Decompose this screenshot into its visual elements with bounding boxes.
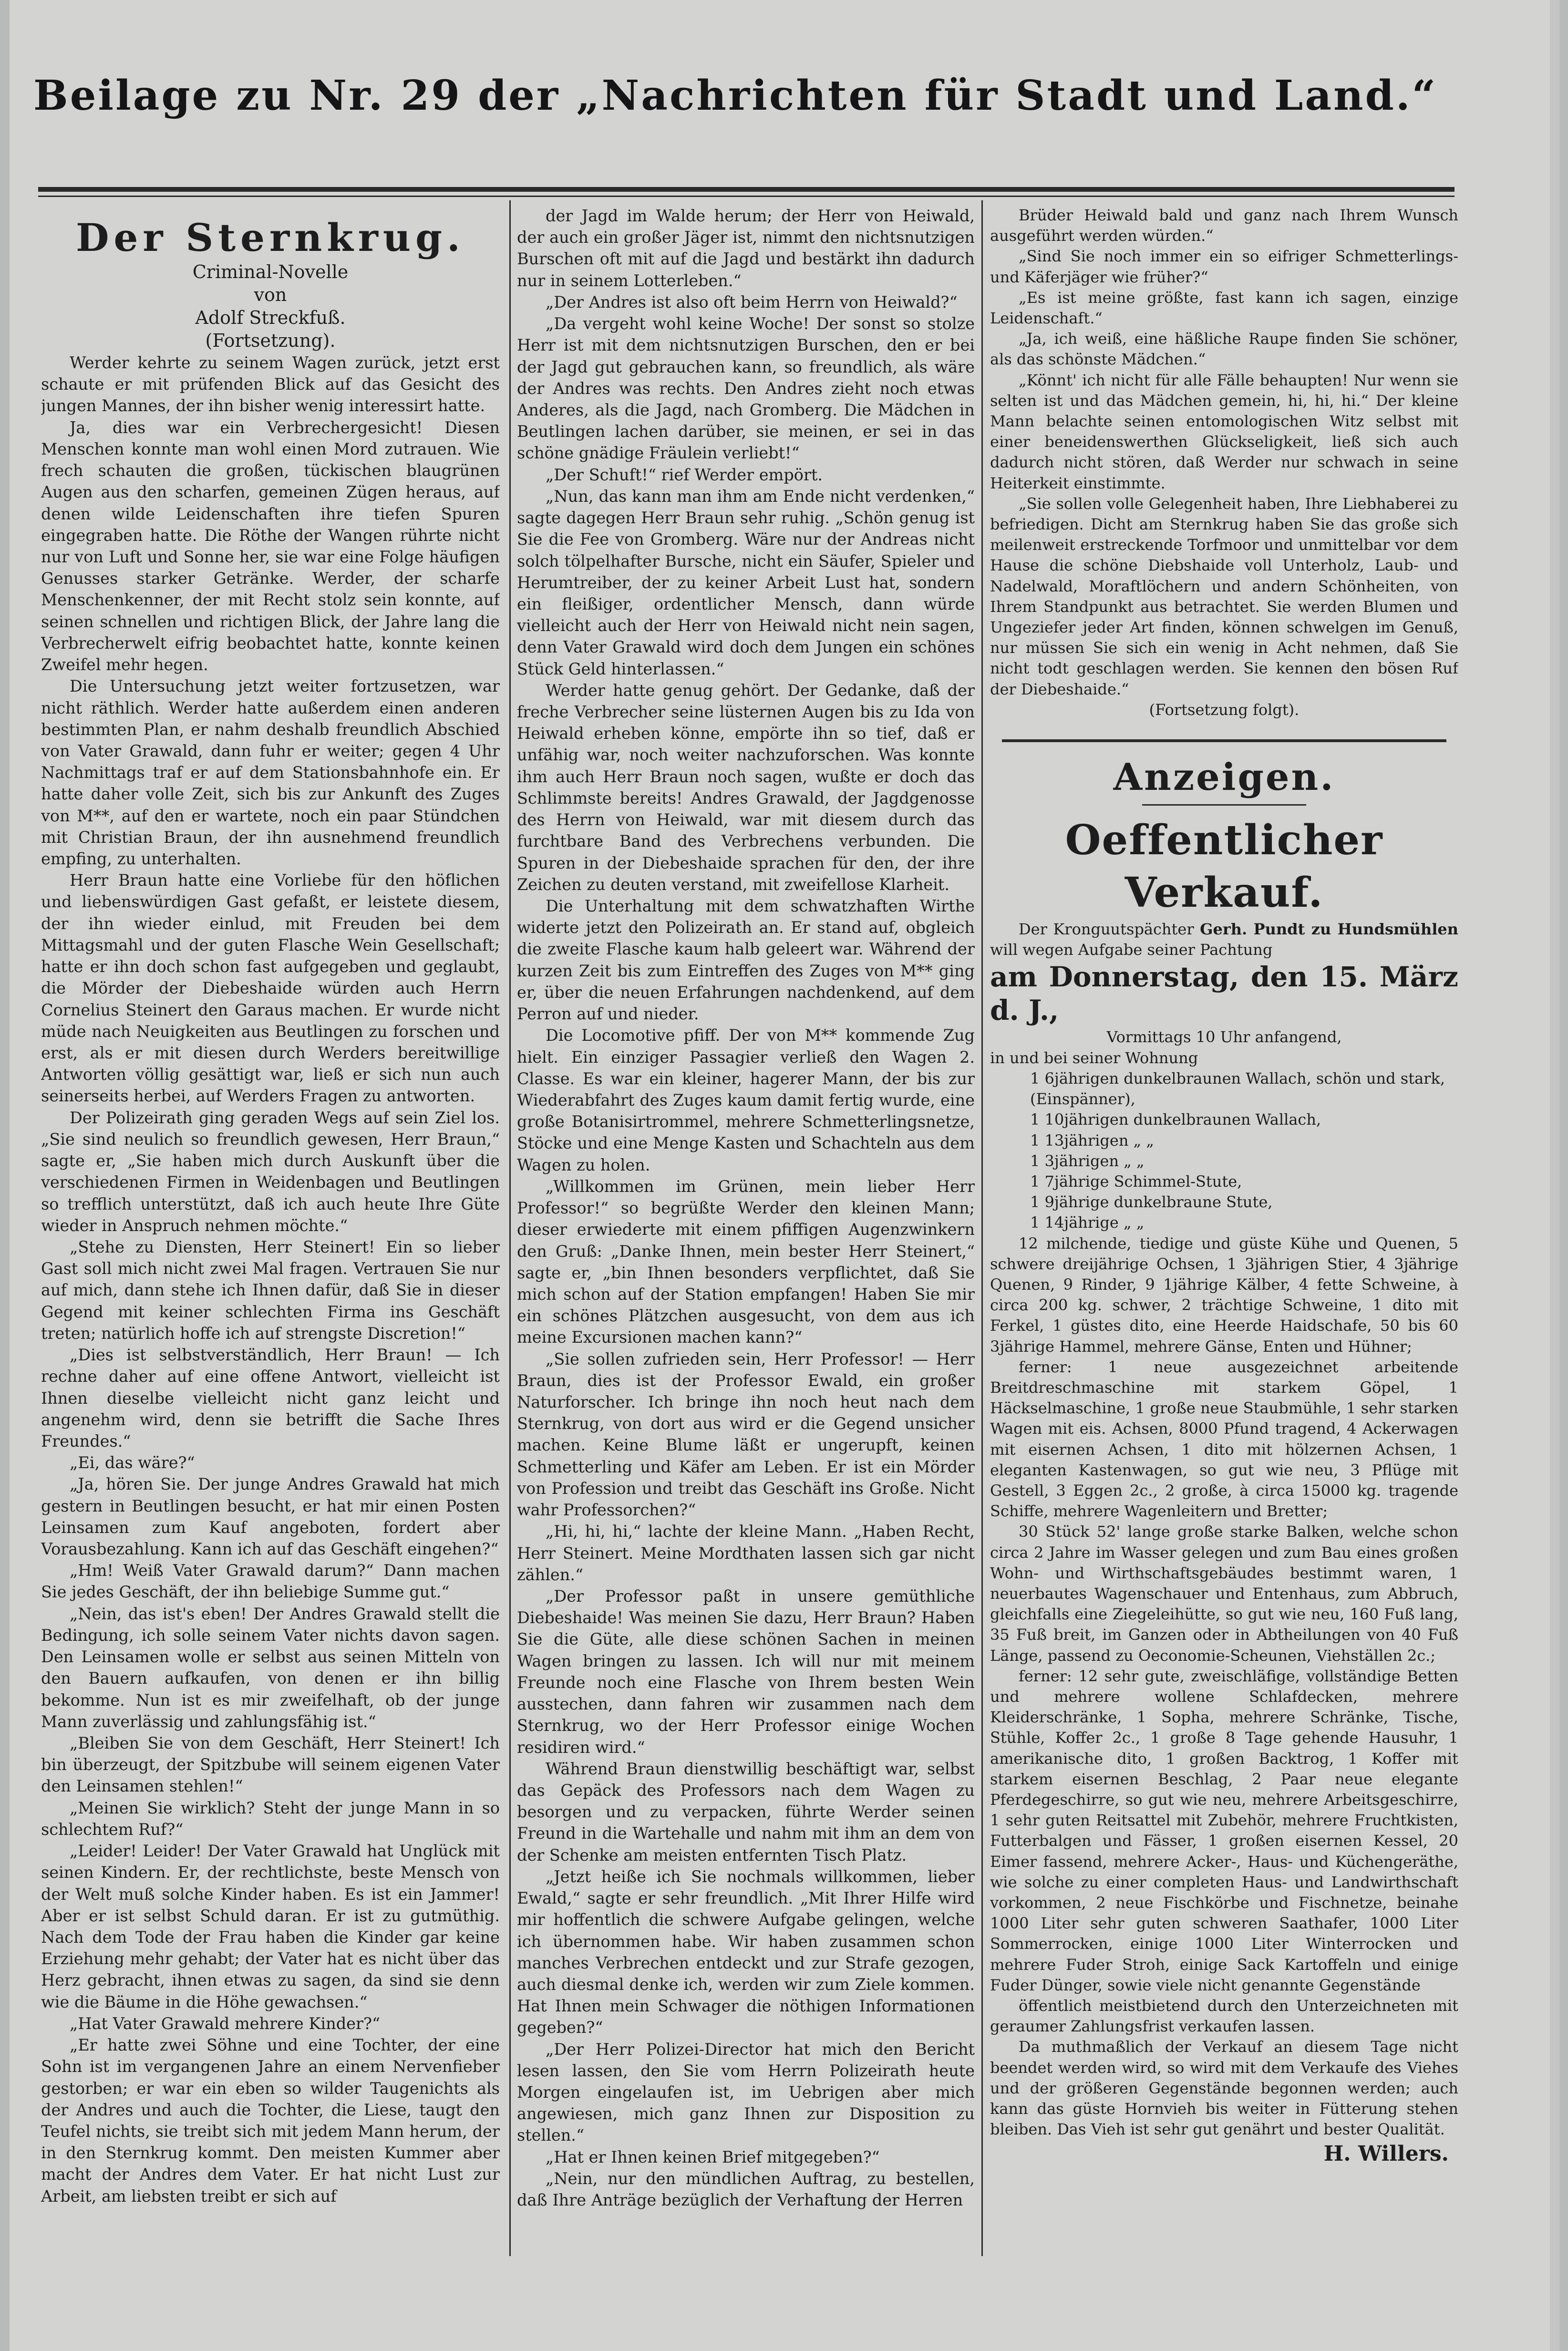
story-paragraph: Der Polizeirath ging geraden Wegs auf sein Ziel los. „Sie sind neulich so freundlich gewesen, Herr Braun,“ sagte er, „Sie haben mich durch Auskunft über die verschiedenen Firmen in Weidenbagen und Beutlingen so trefflich unterstützt, daß ich auch heute Ihre Güte wieder in Anspruch nehmen möchte.“ [41, 1108, 500, 1235]
notice-paragraph: ferner: 12 sehr gute, zweischläfige, vollständige Betten und mehrere wollene Schlafdecken, mehrere Kleiderschränke, 1 Sopha, mehrere Schränke, Tische, Stühle, Koffer 2c., 1 große 8 Tage gehende Hausuhr, 1 amerikanische dito, 1 großen Backtrog, 1 Koffer mit starkem eisernen Beschlag, 2 Paar neue elegante Pferdegeschirre, so gut wie neu, mehrere Arbeitsgeschirre, 1 sehr guten Reitsattel mit Zubehör, mehrere Fruchtkisten, Futterbalgen und Fässer, 1 großen eisernen Kessel, 20 Eimer fassend, mehrere Acker-, Haus- und Küchengeräthe, wie solche zu einer completen Haus- und Landwirthschaft vorkommen, 2 neue Fischkörbe und Fischnetze, beinahe 1000 Liter sehr guten schweren Saathafer, 1000 Liter Sommerrocken, einige 1000 Liter Winterrocken und mehrere Fuder Stroh, einige Sack Kartoffeln und einige Fuder Dünger, sowie viele nicht genannte Gegenstände [990, 1667, 1458, 1994]
story-paragraph: „Hi, hi, hi,“ lachte der kleine Mann. „Haben Recht, Herr Steinert. Meine Mordthaten lassen sich gar nicht zählen.“ [517, 1522, 975, 1584]
notice-item: 1 14jährige „ „ [1030, 1213, 1145, 1232]
story-paragraph: „Ei, das wäre?“ [70, 1453, 195, 1472]
ads-underline [1142, 804, 1306, 806]
story-paragraph: „Ja, hören Sie. Der junge Andres Grawald hat mich gestern in Beutlingen besucht, er hat mir einen Posten Leinsamen zum Kauf angeboten, fordert aber Vorausbezahlung. Kann ich auf das Geschäft eingehen?“ [41, 1475, 500, 1559]
story-paragraph: Ja, dies war ein Verbrechergesicht! Diesen Menschen konnte man wohl einen Mord zutrauen. Wie frech schauten die großen, tückischen blaugrünen Augen aus den scharfen, gemeinen Zügen heraus, auf denen wilde Leidenschaften ihre tiefen Spuren eingegraben hatte. Die Röthe der Wangen rührte nicht nur von Luft und Sonne her, sie war eine Folge häufigen Genusses starker Getränke. Werder, der scharfe Menschenkenner, der mit Recht stolz sein konnte, auf seinen schnellen und richtigen Blick, der Jahre lang die Verbrecherwelt eifrig beobachtet hatte, konnte keinen Zweifel mehr hegen. [41, 418, 500, 674]
notice-item: (Einspänner), [1030, 1090, 1135, 1108]
notice-place: in und bei seiner Wohnung [990, 1048, 1198, 1067]
notice-body [990, 1233, 1458, 2140]
notice-item: 1 7jährige Schimmel-Stute, [1030, 1172, 1242, 1191]
notice-seller: Gerh. Pundt zu Hundsmühlen [1200, 920, 1458, 939]
notice-time: Vormittags 10 Uhr anfangend, [1106, 1028, 1342, 1046]
story-paragraph: Herr Braun hatte eine Vorliebe für den höflichen und liebenswürdigen Gast gefaßt, er leistete diesem, der ihn wieder einlud, mit Freuden bei dem Mittagsmahl und der guten Flasche Wein Gesellschaft; hatte er ihn doch schon fast aufgegeben und geglaubt, die Mörder der Diebeshaide würden auch Herrn Cornelius Steinert den Garaus machen. Er wurde nicht müde nach Neuigkeiten aus Beutlingen zu forschen und erst, als er mit diesen durch Werders bereitwillige Antworten völlig gesättigt war, ließ er sich nun auch seinerseits herbei, auf Werders Fragen zu antworten. [41, 871, 500, 1106]
story-title: Der Sternkrug. [76, 215, 465, 260]
notice-item: 1 6jährigen dunkelbraunen Wallach, schön und stark, [1030, 1069, 1445, 1087]
story-paragraph: „Hat Vater Grawald mehrere Kinder?“ [70, 2014, 381, 2033]
story-paragraph: „Könnt' ich nicht für alle Fälle behaupten! Nur wenn sie selten ist und das Mädchen gemein, hi, hi, hi.“ Der kleine Mann belachte seinen entomologischen Witz selbst mit einer beneidenswerthen Glückseligkeit, ließ sich auch dadurch nicht stören, daß Werder nur schwach in seine Heiterkeit einstimmte. [990, 371, 1458, 492]
column-3 [990, 205, 1458, 2256]
column-3-body [990, 205, 1458, 700]
notice-item: 1 10jährigen dunkelbraunen Wallach, [1030, 1110, 1321, 1129]
story-paragraph: „Nun, das kann man ihm am Ende nicht verdenken,“ sagte dagegen Herr Braun sehr ruhig. „Schön genug ist Sie die Fee von Gromberg. Wäre nur der Andreas nicht solch tölpelhafter Bursche, nicht ein Säufer, Spieler und Herumtreiber, der zu keiner Arbeit Lust hat, sondern ein fleißiger, ordentlicher Mensch, dann würde vielleicht auch der Herr von Heiwald nicht nein sagen, denn Vater Grawald wird doch dem Jungen ein schönes Stück Geld hinterlassen.“ [517, 487, 975, 678]
story-paragraph: Die Untersuchung jetzt weiter fortzusetzen, war nicht räthlich. Werder hatte außerdem einen anderen bestimmten Plan, er nahm deshalb freundlich Abschied von Vater Grawald, dann fuhr er weiter; gegen 4 Uhr Nachmittags traf er auf dem Stationsbahnhofe ein. Er hatte daher volle Zeit, sich bis zur Ankunft des Zuges von M**, auf den er wartete, noch ein paar Stündchen mit Christian Braun, der ihn ausnehmend freundlich empfing, zu unterhalten. [41, 677, 500, 869]
story-paragraph: „Bleiben Sie von dem Geschäft, Herr Steinert! Ich bin überzeugt, der Spitzbube will seinem eigenen Vater den Leinsamen stehlen!“ [41, 1734, 500, 1796]
story-paragraph: „Der Schuft!“ rief Werder empört. [546, 465, 823, 484]
story-paragraph: „Er hatte zwei Söhne und eine Tochter, der eine Sohn ist im vergangenen Jahre an einem Nervenfieber gestorben; er war ein eben so wilder Taugenichts als der Andres und auch die Tochter, die Liese, taugt den Teufel nichts, sie treibt sich mit jedem Mann herum, der in den Sternkrug kommt. Den meisten Kummer aber macht der Andres dem Vater. Er hat nicht Lust zur Arbeit, am liebsten treibt er sich auf [41, 2036, 500, 2206]
notice-item: 1 13jährigen „ „ [1030, 1131, 1154, 1150]
story-paragraph: „Sie sollen zufrieden sein, Herr Professor! — Herr Braun, dies ist der Professor Ewald, ein großer Naturforscher. Ich bringe ihn noch heut nach dem Sternkrug, von dort aus wird er die Gegend unsicher machen. Keine Blume läßt er ungerupft, keinen Schmetterling und Käfer am Leben. Er ist ein Mörder von Profession und treibt das Geschäft ins Große. Nicht wahr Professorchen?“ [517, 1349, 975, 1520]
column-2 [517, 205, 975, 2256]
notice-paragraph: Da muthmaßlich der Verkauf an diesem Tage nicht beendet werden wird, so wird mit dem Verkaufe des Viehes und der größeren Gegenstände begonnen werden; auch kann das güste Hornvieh bis weiter in Fütterung stehen bleiben. Das Vieh ist sehr gut genährt und bester Qualität. [990, 2038, 1458, 2139]
story-paragraph: Werder hatte genug gehört. Der Gedanke, daß der freche Verbrecher seine lüsternen Augen bis zu Ida von Heiwald erheben könne, empörte ihn so tief, daß er unfähig war, noch weiter nachzuforschen. Was konnte ihm auch Herr Braun noch sagen, wußte er doch das Schlimmste bereits! Andres Grawald, der Jagdgenosse des Herrn von Heiwald, war mit diesem durch das furchtbare Band des Verbrechens verbunden. Die Spuren in der Diebeshaide sprachen für den, der ihre Zeichen zu deuten verstand, mit zweifellose Klarheit. [517, 681, 975, 894]
story-paragraph: „Dies ist selbstverständlich, Herr Braun! — Ich rechne daher auf eine offene Antwort, vielleicht ist Ihnen dieselbe vielleicht nicht ganz leicht und angenehm wird, denn sie betrifft die Sache Ihres Freundes.“ [41, 1346, 500, 1450]
notice-paragraph: öffentlich meistbietend durch den Unterzeichneten mit geraumer Zahlungsfrist verkaufen lassen. [990, 1997, 1458, 2036]
story-paragraph: „Sie sollen volle Gelegenheit haben, Ihre Liebhaberei zu befriedigen. Dicht am Sternkrug haben Sie das große sich meilenweit erstreckende Torfmoor und unmittelbar vor dem Hause die schöne Diebshaide voll Unterholz, Laub- und Nadelwald, Moraftlöchern und andern Schönheiten, von Ihrem Standpunkt aus betrachtet. Sie werden Blumen und Ungeziefer jeder Art finden, können schwelgen im Genuß, nur müssen Sie sich ein wenig in Acht nehmen, daß Sie nicht todt geschlagen werden. Sie kennen den bösen Ruf der Diebeshaide.“ [990, 494, 1458, 698]
story-paragraph: „Hat er Ihnen keinen Brief mitgegeben?“ [546, 2147, 880, 2166]
notice-signature: H. Willers. [1323, 2142, 1449, 2166]
header-rule-thin [38, 196, 1455, 197]
header-rule-thick [38, 187, 1455, 192]
story-paragraph: Werder kehrte zu seinem Wagen zurück, jetzt erst schaute er mit prüfenden Blick auf das Gesicht des jungen Mannes, der ihn bisher wenig interessirt hatte. [41, 353, 500, 415]
notice-paragraph: 12 milchende, tiedige und güste Kühe und Quenen, 5 schwere dreijährige Ochsen, 1 3jährigen Stier, 4 3jährige Quenen, 9 Rinder, 9 1jährige Kälber, 4 fette Schweine, à circa 200 kg. schwer, 2 trächtige Schweine, 1 dito mit Ferkel, 1 güstes dito, eine Heerde Haidschafe, 50 bis 60 3jährige Hammel, mehrere Gänse, Enten und Hühner; [990, 1234, 1458, 1356]
notice-paragraph: ferner: 1 neue ausgezeichnet arbeitende Breitdreschmaschine mit starkem Göpel, 1 Häckselmaschine, 1 große neue Staubmühle, 1 sehr starken Wagen mit eis. Achsen, 8000 Pfund tragend, 4 Ackerwagen mit eisernen Achsen, 1 dito mit hölzernen Achsen, 1 eleganten Kastenwagen, so gut wie neu, 3 Pflüge mit Gestell, 3 Eggen 2c., 2 große, à circa 15000 kg. tragende Schiffe, mehrere Wagenleitern und Bretter; [990, 1357, 1458, 1521]
notice-item-list [990, 1068, 1458, 1233]
story-paragraph: Brüder Heiwald bald und ganz nach Ihrem Wunsch ausgeführt werden würden.“ [990, 206, 1458, 245]
notice-date: am Donnerstag, den 15. März d. J., [990, 961, 1458, 1027]
column-divider-1 [509, 200, 511, 2256]
story-paragraph: „Da vergeht wohl keine Woche! Der sonst so stolze Herr ist mit dem nichtsnutzigen Burschen, den er bei der Jagd gut gebrauchen kann, so freundlich, als wäre der Andres was rechts. Den Andres zieht noch etwas Anderes, als die Jagd, nach Gromberg. Die Mädchen in Beutlingen lachen darüber, sie meinen, er sei in das schöne gnädige Fräulein verliebt!“ [517, 314, 975, 463]
story-paragraph: „Willkommen im Grünen, mein lieber Herr Professor!“ so begrüßte Werder den kleinen Mann; dieser erwiederte mit einem pfiffigen Augenzwinkern den Gruß: „Danke Ihnen, mein bester Herr Steinert,“ sagte er, „bin Ihnen besonders verpflichtet, daß Sie mich schon auf der Station empfangen! Haben Sie mir ein schönes Plätzchen ausgesucht, von dem aus ich meine Excursionen machen kann?“ [517, 1177, 975, 1347]
story-byline-von: von [254, 284, 287, 305]
continuation-note: (Fortsetzung folgt). [1149, 700, 1300, 719]
story-paragraph: „Leider! Leider! Der Vater Grawald hat Unglück mit seinen Kindern. Er, der rechtlichste, beste Mensch von der Welt muß solche Kinder haben. Es ist ein Jammer! Aber er ist selbst Schuld daran. Er ist zu gutmüthig. Nach dem Tode der Frau haben die Kinder gar keine Erziehung mehr gehabt; der Vater hat es nicht über das Herz gebracht, ihnen etwas zu sagen, da sind sie denn wie die Bäume in die Höhe gewachsen.“ [41, 1842, 500, 2011]
ads-divider [1002, 739, 1447, 742]
story-author: Adolf Streckfuß. [195, 307, 346, 328]
notice-intro: Der Kronguutspächter Gerh. Pundt zu Hundsmühlen will wegen Aufgabe seiner Pachtung [990, 920, 1458, 959]
notice-item: 1 3jährigen „ „ [1030, 1151, 1145, 1170]
notice-title: Oeffentlicher Verkauf. [1065, 816, 1383, 917]
story-paragraph: „Stehe zu Diensten, Herr Steinert! Ein so lieber Gast soll mich nicht zwei Mal fragen. Vertrauen Sie nur auf mich, dann stehe ich Ihnen dafür, daß Sie in dieser Gegend mit keiner schlechten Firma ins Geschäft treten; natürlich hoffe ich auf strengste Discretion!“ [41, 1237, 500, 1343]
story-paragraph: Während Braun dienstwillig beschäftigt war, selbst das Gepäck des Professors nach dem Wagen zu besorgen und zu verpacken, führte Werder seinen Freund in die Wartehalle und nahm mit ihm an dem von der Schenke am meisten entfernten Tisch Platz. [517, 1759, 975, 1864]
ads-heading: Anzeigen. [1113, 756, 1335, 799]
column-divider-2 [981, 200, 983, 2256]
column-1 [41, 205, 500, 2256]
story-paragraph: „Ja, ich weiß, eine häßliche Raupe finden Sie schöner, als das schönste Mädchen.“ [990, 330, 1458, 369]
story-paragraph: „Es ist meine größte, fast kann ich sagen, einzige Leidenschaft.“ [990, 288, 1458, 328]
story-paragraph: „Meinen Sie wirklich? Steht der junge Mann in so schlechtem Ruf?“ [41, 1798, 500, 1839]
story-paragraph: „Sind Sie noch immer ein so eifriger Schmetterlings- und Käferjäger wie früher?“ [990, 247, 1458, 286]
newspaper-page [10, 0, 1559, 2351]
notice-paragraph: 30 Stück 52' lange große starke Balken, welche schon circa 2 Jahre im Wasser gelegen und zum Bau eines großen Wohn- und Wirthschaftsgebäudes bestimmt waren, 1 neuerbautes Wagenschauer und Entenhaus, zum Abbruch, gleichfalls eine Ziegeleihütte, so gut wie neu, 160 Fuß lang, 35 Fuß breit, im Ganzen oder in Abtheilungen von 40 Fuß Länge, passend zu Oeconomie-Scheunen, Viehställen 2c.; [990, 1522, 1458, 1665]
story-paragraph: „Der Herr Polizei-Director hat mich den Bericht lesen lassen, den Sie vom Herrn Polizeirath heute Morgen eingelaufen ist, im Uebrigen aber mich angewiesen, mich ganz Ihnen zur Disposition zu stellen.“ [517, 2040, 975, 2145]
story-paragraph: „Nein, das ist's eben! Der Andres Grawald stellt die Bedingung, ich solle seinem Vater nichts davon sagen. Den Leinsamen wolle er selbst aus seinen Mitteln von den Bauern aufkaufen, von denen er ihn billig bekomme. Nun ist es mir zweifelhaft, ob der junge Mann zuverlässig und zahlungsfähig ist.“ [41, 1604, 500, 1731]
story-paragraph: „Der Professor paßt in unsere gemüthliche Diebeshaide! Was meinen Sie dazu, Herr Braun? Haben Sie die Güte, alle diese schönen Sachen in meinen Wagen bringen zu lassen. Ich will nur mit meinem Freunde noch eine Flasche von Ihrem besten Wein ausstechen, dann fahren wir zusammen nach dem Sternkrug, wo der Herr Professor einige Wochen residiren wird.“ [517, 1587, 975, 1757]
notice-item: 1 9jährige dunkelbraune Stute, [1030, 1193, 1273, 1212]
story-continuation: (Fortsetzung). [205, 330, 336, 351]
story-paragraph: „Nein, nur den mündlichen Auftrag, zu bestellen, daß Ihre Anträge bezüglich der Verhaftung der Herren [517, 2169, 975, 2210]
story-paragraph: Die Unterhaltung mit dem schwatzhaften Wirthe widerte jetzt den Polizeirath an. Er stand auf, obgleich die zweite Flasche kaum halb geleert war. Während der kurzen Zeit bis zum Eintreffen des Zuges von M** ging er, über die neuen Erfahrungen nachdenkend, auf dem Perron auf und nieder. [517, 897, 975, 1024]
page-header: Beilage zu Nr. 29 der „Nachrichten für Stadt und Land.“ [33, 72, 1438, 120]
column-1-body [41, 352, 500, 2207]
page-edge [1550, 0, 1559, 2351]
story-paragraph: „Jetzt heiße ich Sie nochmals willkommen, lieber Ewald,“ sagte er sehr freundlich. „Mit Ihrer Hilfe wird mir hoffentlich die schwere Aufgabe gelingen, welche ich übernommen habe. Wir haben zusammen schon manches Verbrechen entdeckt und zur Strafe gezogen, auch diesmal denke ich, werden wir zum Ziele kommen. Hat Ihnen mein Schwager die nöthigen Informationen gegeben?“ [517, 1867, 975, 2037]
story-paragraph: „Der Andres ist also oft beim Herrn von Heiwald?“ [546, 292, 958, 311]
story-subtitle: Criminal-Novelle [192, 261, 349, 282]
story-paragraph: der Jagd im Walde herum; der Herr von Heiwald, der auch ein großer Jäger ist, nimmt den nichtsnutzigen Burschen oft mit auf die Jagd und bestärkt ihn dadurch nur in seinem Lotterleben.“ [517, 207, 975, 290]
story-paragraph: „Hm! Weiß Vater Grawald darum?“ Dann machen Sie jedes Geschäft, der ihn beliebige Summe gut.“ [41, 1561, 500, 1602]
column-2-body [517, 205, 975, 2211]
story-paragraph: Die Locomotive pfiff. Der von M** kommende Zug hielt. Ein einziger Passagier verließ den Wagen 2. Classe. Es war ein kleiner, hagerer Mann, der bis zur Wiederabfahrt des Zuges kaum damit fertig wurde, eine große Botanisirtrommel, mehrere Schmetterlingsnetze, Stöcke und eine Menge Kasten und Schachteln aus dem Wagen zu holen. [517, 1026, 975, 1174]
